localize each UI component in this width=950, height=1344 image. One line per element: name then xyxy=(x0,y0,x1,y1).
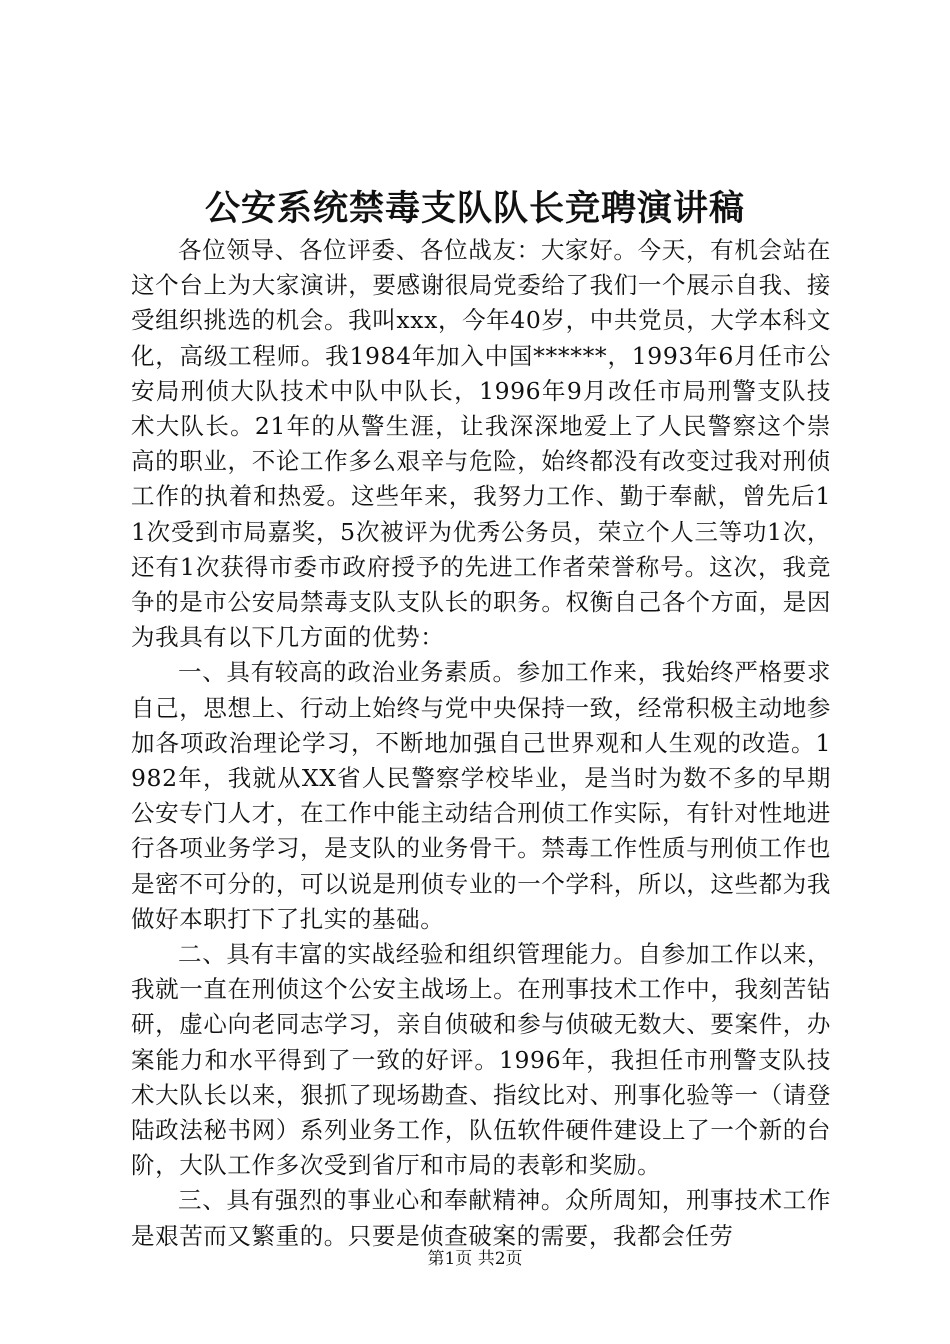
paragraph-point-one: 一、具有较高的政治业务素质。参加工作来，我始终严格要求自己，思想上、行动上始终与党中央保持一致，经常积极主动地参加各项政治理论学习，不断地加强自己世界观和人生观的改造。1982年，我就从XX省人民警察学校毕业，是当时为数不多的早期公安专门人才，在工作中能主动结合刑侦工作实际，有针对性地进行各项业务学习，是支队的业务骨干。禁毒工作性质与刑侦工作也是密不可分的，可以说是刑侦专业的一个学科，所以，这些都为我做好本职打下了扎实的基础。 xyxy=(131,658,831,933)
paragraph-point-three: 三、具有强烈的事业心和奉献精神。众所周知，刑事技术工作是艰苦而又繁重的。只要是侦查破案的需要，我都会任劳 xyxy=(131,1186,831,1250)
paragraph-point-two: 二、具有丰富的实战经验和组织管理能力。自参加工作以来，我就一直在刑侦这个公安主战场上。在刑事技术工作中，我刻苦钻研，虚心向老同志学习，亲自侦破和参与侦破无数大、要案件，办案能力和水平得到了一致的好评。1996年，我担任市刑警支队技术大队长以来，狠抓了现场勘查、指纹比对、刑事化验等一（请登陆政法秘书网）系列业务工作，队伍软件硬件建设上了一个新的台阶，大队工作多次受到省厅和市局的表彰和奖励。 xyxy=(131,940,831,1180)
document-title: 公安系统禁毒支队队长竞聘演讲稿 xyxy=(204,188,745,229)
document-body xyxy=(131,233,831,1254)
page-number: 第1页 共2页 xyxy=(427,1249,523,1269)
paragraph-intro: 各位领导、各位评委、各位战友：大家好。今天，有机会站在这个台上为大家演讲，要感谢很局党委给了我们一个展示自我、接受组织挑选的机会。我叫xxx，今年40岁，中共党员，大学本科文化，高级工程师。我1984年加入中国******，1993年6月任市公安局刑侦大队技术中队中队长，1996年9月改任市局刑警支队技术大队长。21年的从警生涯，让我深深地爱上了人民警察这个崇高的职业，不论工作多么艰辛与危险，始终都没有改变过我对刑侦工作的执着和热爱。这些年来，我努力工作、勤于奉献，曾先后11次受到市局嘉奖，5次被评为优秀公务员，荣立个人三等功1次，还有1次获得市委市政府授予的先进工作者荣誉称号。这次，我竞争的是市公安局禁毒支队支队长的职务。权衡自己各个方面，是因为我具有以下几方面的优势： xyxy=(131,236,831,652)
